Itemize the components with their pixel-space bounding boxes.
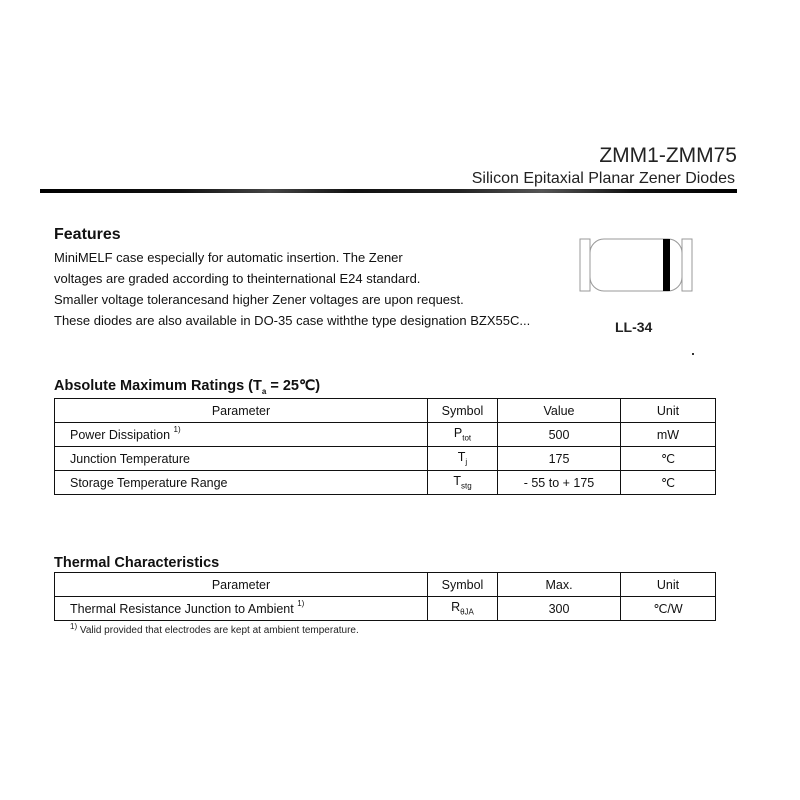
abs-max-heading: [54, 378, 320, 396]
symbol-subscript: θJA: [460, 607, 474, 617]
symbol-text: T: [457, 450, 466, 465]
table-header-row: [55, 573, 716, 597]
value-cell: 500: [498, 423, 621, 447]
symbol-cell: [428, 471, 498, 495]
symbol-subscript: tot: [462, 433, 472, 443]
unit-cell: ℃: [621, 447, 716, 471]
abs-max-table: [54, 398, 716, 495]
abs-max-heading-sub: a: [261, 386, 267, 396]
symbol-subscript: j: [465, 457, 468, 467]
table-row: [55, 597, 716, 621]
column-header: Parameter: [55, 399, 428, 423]
footnote-ref: 1): [173, 424, 181, 434]
footnote-ref: 1): [297, 598, 305, 608]
abs-max-heading-suffix: = 25℃): [266, 378, 321, 394]
feature-line: Smaller voltage tolerancesand higher Zener voltages are upon request.: [54, 292, 464, 307]
unit-cell: mW: [621, 423, 716, 447]
feature-line: These diodes are also available in DO-35 case withthe type designation BZX55C...: [54, 313, 531, 328]
value-cell: 175: [498, 447, 621, 471]
thermal-heading: Thermal Characteristics: [54, 555, 220, 571]
column-header: Unit: [621, 399, 716, 423]
unit-cell: ℃/W: [621, 597, 716, 621]
column-header: Symbol: [428, 573, 498, 597]
feature-line: MiniMELF case especially for automatic insertion. The Zener: [54, 250, 403, 265]
document-subtitle: Silicon Epitaxial Planar Zener Diodes: [471, 170, 735, 187]
table-row: [55, 471, 716, 495]
diode-package-icon: [578, 237, 694, 295]
parameter-cell: [55, 423, 428, 447]
parameter-text: Power Dissipation: [70, 427, 171, 442]
column-header: Unit: [621, 573, 716, 597]
value-cell: 300: [498, 597, 621, 621]
table-header-row: [55, 399, 716, 423]
symbol-subscript: stg: [460, 481, 472, 491]
column-header: Parameter: [55, 573, 428, 597]
header-divider: [40, 189, 737, 193]
footnote: [70, 622, 359, 636]
unit-cell: ℃: [621, 471, 716, 495]
parameter-text: Thermal Resistance Junction to Ambient: [70, 601, 294, 616]
package-label: LL-34: [615, 319, 653, 335]
symbol-text: R: [451, 600, 461, 615]
table-row: [55, 423, 716, 447]
parameter-cell: [55, 597, 428, 621]
stray-dot: [692, 353, 694, 355]
column-header: Max.: [498, 573, 621, 597]
symbol-cell: [428, 447, 498, 471]
features-heading: Features: [54, 226, 121, 243]
document-title: ZMM1-ZMM75: [599, 144, 737, 167]
footnote-text: Valid provided that electrodes are kept at ambient temperature.: [77, 625, 359, 636]
symbol-cell: [428, 597, 498, 621]
table-row: [55, 447, 716, 471]
abs-max-heading-prefix: Absolute Maximum Ratings (T: [54, 378, 262, 394]
parameter-cell: Storage Temperature Range: [55, 471, 428, 495]
footnote-mark: 1): [70, 622, 78, 631]
column-header: Symbol: [428, 399, 498, 423]
value-cell: - 55 to + 175: [498, 471, 621, 495]
parameter-cell: Junction Temperature: [55, 447, 428, 471]
symbol-text: P: [453, 426, 463, 441]
feature-line: voltages are graded according to theinternational E24 standard.: [54, 271, 421, 286]
symbol-cell: [428, 423, 498, 447]
column-header: Value: [498, 399, 621, 423]
symbol-text: T: [453, 474, 461, 489]
thermal-table: [54, 572, 716, 621]
